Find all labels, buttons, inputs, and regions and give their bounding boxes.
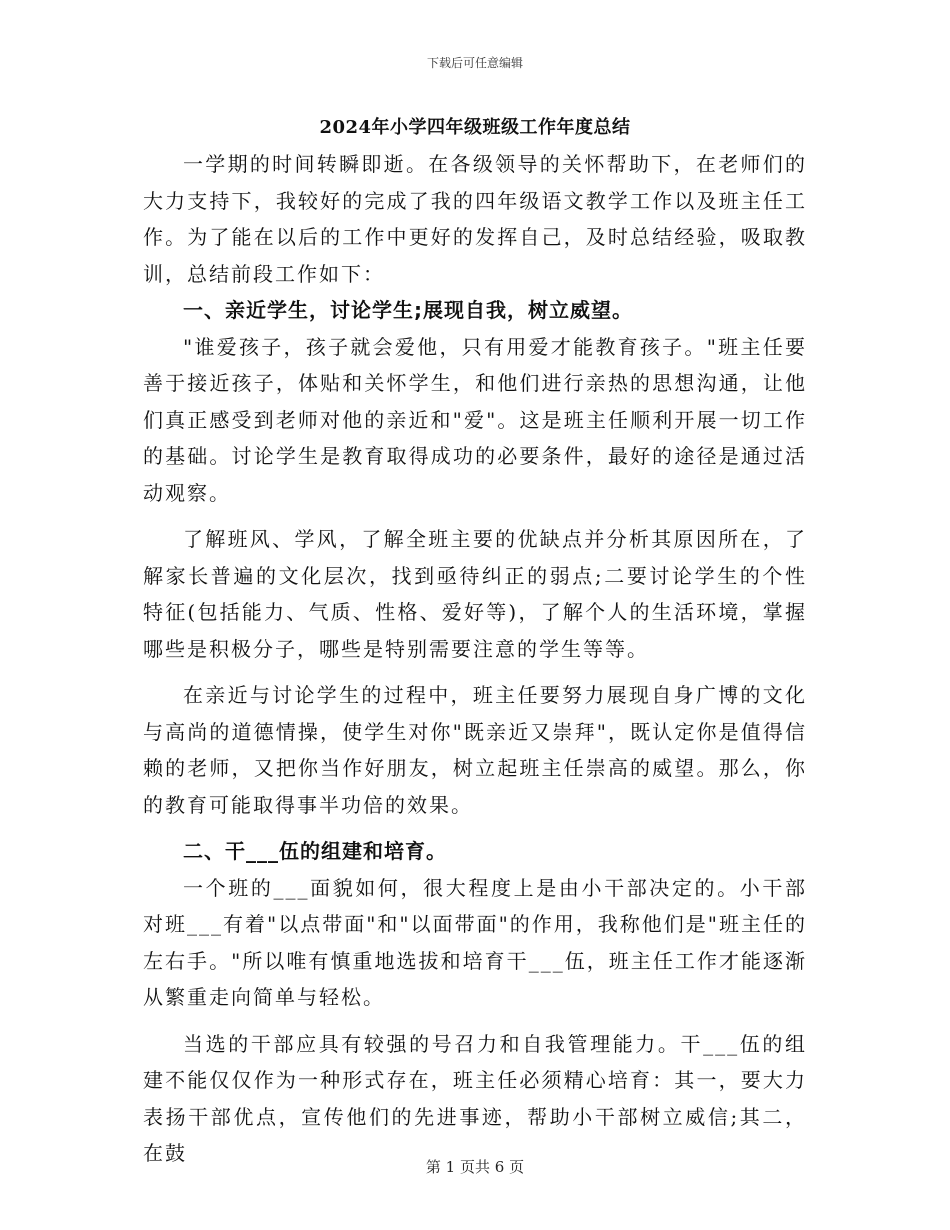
paragraph-love-children: "谁爱孩子，孩子就会爱他，只有用爱才能教育孩子。"班主任要善于接近孩子，体贴和关怀学生，和他们进行亲热的思想沟通，让他们真正感受到老师对他的亲近和"爱"。这是班主任顺利开展一切工作的基础。讨论学生是教育取得成功的必要条件，最好的途径是通过活动观察。 <box>143 334 807 505</box>
paragraph-intro: 一学期的时间转瞬即逝。在各级领导的关怀帮助下，在老师们的大力支持下，我较好的完成了我的四年级语文教学工作以及班主任工作。为了能在以后的工作中更好的发挥自己，及时总结经验，吸取教训，总结前段工作如下： <box>143 152 807 286</box>
header-note: 下载后可任意编辑 <box>426 56 523 70</box>
document-body <box>143 114 807 1172</box>
section-heading-2: 二、干___伍的组建和培育。 <box>183 839 447 863</box>
page-number: 第 1 页共 6 页 <box>425 1158 525 1176</box>
document-title: 2024年小学四年级班级工作年度总结 <box>319 117 631 138</box>
paragraph-understand-class: 了解班风、学风，了解全班主要的优缺点并分析其原因所在，了解家长普遍的文化层次，找到亟待纠正的弱点;二要讨论学生的个性特征(包括能力、气质、性格、爱好等)，了解个人的生活环境，掌握哪些是积极分子，哪些是特别需要注意的学生等等。 <box>143 527 807 661</box>
paragraph-cadre-role: 一个班的___面貌如何，很大程度上是由小干部决定的。小干部对班___有着"以点带面"和"以面带面"的作用，我称他们是"班主任的左右手。"所以唯有慎重地选拔和培育干___伍，班主任工作才能逐渐从繁重走向简单与轻松。 <box>143 875 807 1009</box>
section-heading-1: 一、亲近学生，讨论学生;展现自我，树立威望。 <box>183 298 633 322</box>
paragraph-cadre-training: 当选的干部应具有较强的号召力和自我管理能力。干___伍的组建不能仅仅作为一种形式存在，班主任必须精心培育：其一，要大力表扬干部优点，宣传他们的先进事迹，帮助小干部树立威信;其二，在鼓 <box>143 1031 807 1165</box>
paragraph-show-self: 在亲近与讨论学生的过程中，班主任要努力展现自身广博的文化与高尚的道德情操，使学生对你"既亲近又崇拜"，既认定你是值得信赖的老师，又把你当作好朋友，树立起班主任崇高的威望。那么，你的教育可能取得事半功倍的效果。 <box>143 683 807 817</box>
